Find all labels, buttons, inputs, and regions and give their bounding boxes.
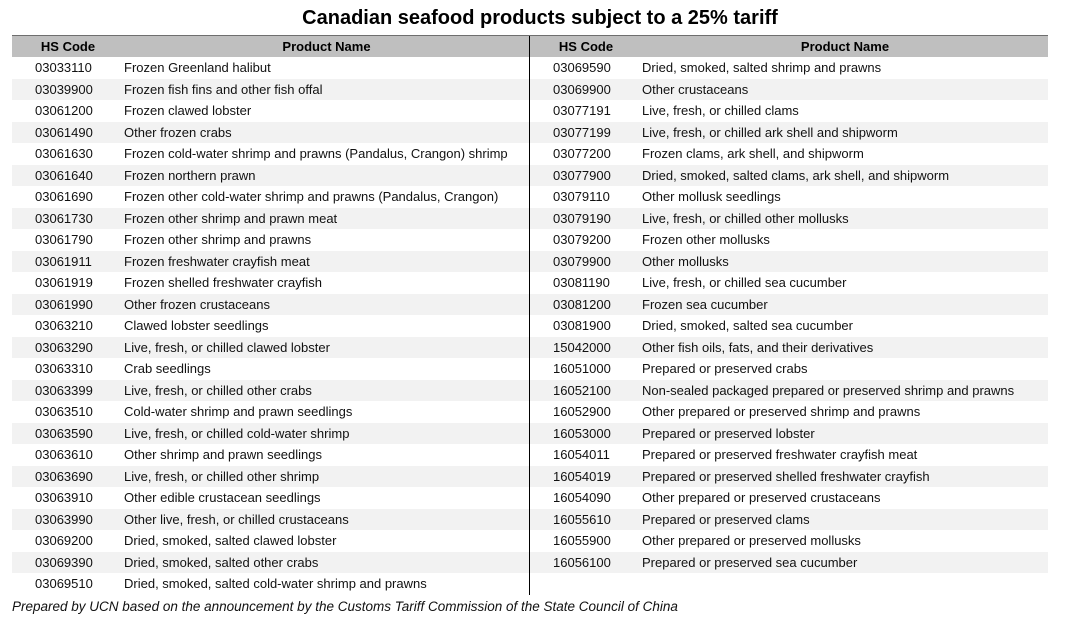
hs-code-cell: 03063510 (35, 404, 93, 420)
table-row (12, 337, 529, 359)
table-row (12, 229, 529, 251)
table-row (12, 251, 529, 273)
product-name-cell: Live, fresh, or chilled sea cucumber (642, 275, 847, 291)
product-name-cell: Frozen fish fins and other fish offal (124, 81, 323, 97)
table-row (12, 509, 529, 531)
product-name-cell: Clawed lobster seedlings (124, 318, 269, 334)
hs-code-cell: 03063910 (35, 490, 93, 506)
hs-code-cell: 03063399 (35, 382, 93, 398)
product-name-cell: Other frozen crabs (124, 124, 232, 140)
product-name-cell: Live, fresh, or chilled cold-water shrimp (124, 425, 350, 441)
product-name-cell: Dried, smoked, salted sea cucumber (642, 318, 853, 334)
hs-code-cell: 03063990 (35, 511, 93, 527)
table-row (12, 272, 529, 294)
table-row (12, 380, 529, 402)
table-row (530, 57, 1048, 79)
hs-code-cell: 16055610 (553, 511, 611, 527)
table-row (530, 143, 1048, 165)
hs-code-cell: 03063210 (35, 318, 93, 334)
table-row (12, 208, 529, 230)
hs-code-cell: 03077200 (553, 146, 611, 162)
table-row (12, 401, 529, 423)
hs-code-cell: 03069510 (35, 576, 93, 592)
hs-code-cell: 03081900 (553, 318, 611, 334)
product-name-cell: Frozen freshwater crayfish meat (124, 253, 310, 269)
hs-code-cell: 16052900 (553, 404, 611, 420)
product-name-cell: Frozen cold-water shrimp and prawns (Pandalus, Crangon) shrimp (124, 146, 508, 162)
product-name-cell: Other fish oils, fats, and their derivatives (642, 339, 874, 355)
hs-code-cell: 03069200 (35, 533, 93, 549)
table-row (530, 79, 1048, 101)
hs-code-cell: 03063290 (35, 339, 93, 355)
product-name-cell: Live, fresh, or chilled other shrimp (124, 468, 320, 484)
product-name-cell: Prepared or preserved clams (642, 511, 810, 527)
table-row (530, 294, 1048, 316)
product-name-cell: Live, fresh, or chilled other crabs (124, 382, 312, 398)
product-name-cell: Live, fresh, or chilled other mollusks (642, 210, 849, 226)
table-row (530, 100, 1048, 122)
table-row (530, 337, 1048, 359)
table-row (530, 122, 1048, 144)
hs-code-cell: 03081190 (553, 275, 610, 291)
product-name-cell: Other live, fresh, or chilled crustaceans (124, 511, 349, 527)
hs-code-cell: 03061690 (35, 189, 93, 205)
hs-code-cell: 03061490 (35, 124, 93, 140)
table-row (12, 487, 529, 509)
hs-code-cell: 16055900 (553, 533, 611, 549)
product-name-cell: Prepared or preserved lobster (642, 425, 815, 441)
table-row (12, 57, 529, 79)
table-right-rows (530, 57, 1048, 573)
table-row (530, 272, 1048, 294)
hs-code-cell: 16054090 (553, 490, 611, 506)
hs-code-cell: 03061730 (35, 210, 93, 226)
product-name-cell: Live, fresh, or chilled clawed lobster (124, 339, 330, 355)
source-attribution-note: Prepared by UCN based on the announcement by the Customs Tariff Commission of the State Council of China (12, 598, 678, 614)
table-row (530, 530, 1048, 552)
table-header-left (12, 36, 529, 57)
hs-code-cell: 03077191 (553, 103, 611, 119)
hs-code-cell: 03039900 (35, 81, 93, 97)
table-row (12, 315, 529, 337)
product-name-cell: Non-sealed packaged prepared or preserved shrimp and prawns (642, 382, 1015, 398)
hs-code-column-header: HS Code (558, 39, 614, 54)
hs-code-cell: 16052100 (553, 382, 611, 398)
table-row (530, 251, 1048, 273)
table-row (12, 294, 529, 316)
hs-code-cell: 16054019 (553, 468, 611, 484)
table-right-half (530, 36, 1048, 595)
hs-code-cell: 03061790 (35, 232, 93, 248)
table-row (530, 165, 1048, 187)
table-row (530, 401, 1048, 423)
table-row (12, 165, 529, 187)
hs-code-cell: 03069900 (553, 81, 611, 97)
hs-code-cell: 03077900 (553, 167, 611, 183)
hs-code-cell: 03063310 (35, 361, 93, 377)
table-row (12, 444, 529, 466)
product-name-cell: Crab seedlings (124, 361, 211, 377)
table-row (530, 229, 1048, 251)
hs-code-cell: 03079190 (553, 210, 611, 226)
table-row (12, 466, 529, 488)
table-row (530, 423, 1048, 445)
hs-code-cell: 16051000 (553, 361, 611, 377)
hs-code-cell: 03061990 (35, 296, 93, 312)
product-name-cell: Other frozen crustaceans (124, 296, 270, 312)
table-left-rows (12, 57, 529, 595)
table-row (12, 122, 529, 144)
hs-code-cell: 03079200 (553, 232, 611, 248)
product-name-cell: Dried, smoked, salted shrimp and prawns (642, 60, 882, 76)
hs-code-cell: 03061640 (35, 167, 93, 183)
product-name-column-header: Product Name (282, 39, 371, 54)
product-name-cell: Prepared or preserved freshwater crayfish meat (642, 447, 918, 463)
product-name-cell: Other shrimp and prawn seedlings (124, 447, 322, 463)
product-name-cell: Frozen Greenland halibut (124, 60, 271, 76)
table-row (530, 487, 1048, 509)
product-name-cell: Frozen clawed lobster (124, 103, 252, 119)
hs-code-cell: 03069390 (35, 554, 93, 570)
hs-code-cell: 03079900 (553, 253, 611, 269)
table-row (12, 100, 529, 122)
product-name-cell: Dried, smoked, salted clawed lobster (124, 533, 337, 549)
hs-code-cell: 15042000 (553, 339, 611, 355)
hs-code-cell: 03077199 (553, 124, 611, 140)
table-row (530, 552, 1048, 574)
hs-code-column-header: HS Code (40, 39, 96, 54)
product-name-cell: Cold-water shrimp and prawn seedlings (124, 404, 353, 420)
page-title: Canadian seafood products subject to a 25% tariff (302, 7, 778, 29)
hs-code-cell: 03061911 (35, 253, 92, 269)
table-row (530, 509, 1048, 531)
product-name-cell: Prepared or preserved sea cucumber (642, 554, 858, 570)
table-row (12, 186, 529, 208)
hs-code-cell: 03061200 (35, 103, 93, 119)
product-name-cell: Other prepared or preserved crustaceans (642, 490, 881, 506)
product-name-cell: Other crustaceans (642, 81, 749, 97)
table-row (12, 573, 529, 595)
hs-code-cell: 03063610 (35, 447, 93, 463)
product-name-cell: Frozen other mollusks (642, 232, 770, 248)
product-name-cell: Frozen other shrimp and prawn meat (124, 210, 338, 226)
tariff-table (12, 35, 1048, 595)
hs-code-cell: 16053000 (553, 425, 611, 441)
hs-code-cell: 03063590 (35, 425, 93, 441)
hs-code-cell: 03081200 (553, 296, 611, 312)
product-name-cell: Frozen sea cucumber (642, 296, 768, 312)
product-name-cell: Frozen other cold-water shrimp and prawns (Pandalus, Crangon) (124, 189, 499, 205)
hs-code-cell: 03033110 (35, 60, 92, 76)
product-name-cell: Prepared or preserved shelled freshwater crayfish (642, 468, 930, 484)
table-row (530, 380, 1048, 402)
table-row (12, 79, 529, 101)
table-row (12, 358, 529, 380)
hs-code-cell: 16054011 (553, 447, 610, 463)
table-row (530, 186, 1048, 208)
hs-code-cell: 03069590 (553, 60, 611, 76)
table-header-right (530, 36, 1048, 57)
product-name-cell: Other mollusks (642, 253, 729, 269)
product-name-cell: Dried, smoked, salted clams, ark shell, and shipworm (642, 167, 950, 183)
table-row (12, 552, 529, 574)
product-name-cell: Frozen northern prawn (124, 167, 256, 183)
product-name-cell: Live, fresh, or chilled clams (642, 103, 799, 119)
table-row (12, 530, 529, 552)
table-left-half (12, 36, 530, 595)
hs-code-cell: 03063690 (35, 468, 93, 484)
table-row (12, 143, 529, 165)
table-row (530, 358, 1048, 380)
product-name-column-header: Product Name (800, 39, 890, 54)
product-name-cell: Other prepared or preserved shrimp and prawns (642, 404, 921, 420)
product-name-cell: Frozen other shrimp and prawns (124, 232, 312, 248)
hs-code-cell: 03061919 (35, 275, 93, 291)
table-row (12, 423, 529, 445)
product-name-cell: Dried, smoked, salted cold-water shrimp and prawns (124, 576, 427, 592)
product-name-cell: Frozen shelled freshwater crayfish (124, 275, 322, 291)
product-name-cell: Dried, smoked, salted other crabs (124, 554, 319, 570)
table-row (530, 315, 1048, 337)
hs-code-cell: 16056100 (553, 554, 611, 570)
product-name-cell: Frozen clams, ark shell, and shipworm (642, 146, 864, 162)
hs-code-cell: 03079110 (553, 189, 610, 205)
table-row (530, 466, 1048, 488)
product-name-cell: Live, fresh, or chilled ark shell and shipworm (642, 124, 898, 140)
product-name-cell: Other prepared or preserved mollusks (642, 533, 861, 549)
table-row (530, 444, 1048, 466)
product-name-cell: Prepared or preserved crabs (642, 361, 808, 377)
product-name-cell: Other mollusk seedlings (642, 189, 781, 205)
hs-code-cell: 03061630 (35, 146, 93, 162)
table-row (530, 208, 1048, 230)
product-name-cell: Other edible crustacean seedlings (124, 490, 321, 506)
